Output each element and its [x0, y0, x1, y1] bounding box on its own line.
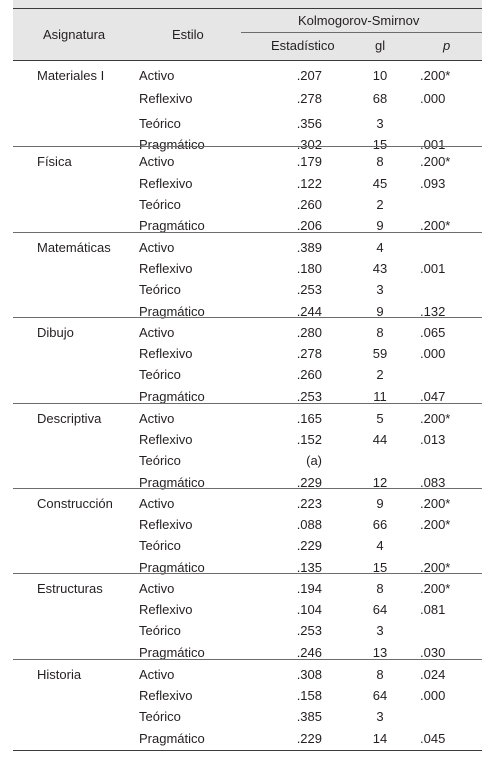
stat-cell: .280 [296, 325, 322, 340]
stat-cell: .385 [296, 709, 322, 724]
p-cell: .200* [420, 154, 451, 169]
stat-cell: .158 [296, 688, 322, 703]
style-cell: Pragmático [139, 560, 205, 575]
gl-cell: 10 [372, 68, 388, 83]
gl-cell: 2 [376, 367, 384, 382]
group-divider [13, 146, 482, 147]
subject-label: Estructuras [37, 581, 103, 596]
stat-cell: .229 [296, 731, 322, 746]
p-cell: .081 [420, 602, 446, 617]
style-cell: Teórico [139, 197, 181, 212]
style-cell: Teórico [139, 116, 181, 131]
p-cell: .200* [420, 68, 451, 83]
gl-cell: 14 [372, 731, 388, 746]
stat-cell: .278 [296, 346, 322, 361]
style-cell: Reflexivo [139, 517, 193, 532]
group-divider [13, 488, 482, 489]
gl-cell: 45 [372, 176, 388, 191]
style-cell: Reflexivo [139, 432, 193, 447]
stat-cell: .260 [296, 197, 322, 212]
gl-cell: 8 [376, 325, 384, 340]
gl-cell: 64 [372, 602, 388, 617]
subject-label: Materiales I [37, 68, 105, 83]
group-divider [13, 659, 482, 660]
stat-cell: .253 [296, 389, 322, 404]
gl-cell: 2 [376, 197, 384, 212]
gl-cell: 8 [376, 581, 384, 596]
style-cell: Reflexivo [139, 602, 193, 617]
style-cell: Teórico [139, 367, 181, 382]
stat-cell: .244 [296, 304, 322, 319]
stat-cell: .278 [296, 91, 322, 106]
stat-cell: .253 [296, 623, 322, 638]
stat-cell: .229 [296, 475, 322, 490]
bottom-rule [13, 750, 482, 751]
p-cell: .047 [420, 389, 446, 404]
p-cell: .000 [420, 346, 446, 361]
style-cell: Reflexivo [139, 261, 193, 276]
gl-cell: 15 [372, 560, 388, 575]
style-cell: Activo [139, 496, 175, 511]
p-cell: .000 [420, 91, 446, 106]
p-cell: .001 [420, 137, 446, 152]
gl-cell: 9 [376, 218, 384, 233]
gl-cell: 15 [372, 137, 388, 152]
style-cell: Activo [139, 667, 175, 682]
style-cell: Pragmático [139, 304, 205, 319]
stat-cell: .246 [296, 645, 322, 660]
gl-cell: 64 [372, 688, 388, 703]
p-cell: .093 [420, 176, 446, 191]
header-subject: Asignatura [43, 27, 106, 42]
group-divider [13, 232, 482, 233]
p-cell: .000 [420, 688, 446, 703]
gl-cell: 68 [372, 91, 388, 106]
p-cell: .200* [420, 496, 451, 511]
p-cell: .083 [420, 475, 446, 490]
stat-cell: .302 [296, 137, 322, 152]
stat-cell: .308 [296, 667, 322, 682]
stat-cell: .260 [296, 367, 322, 382]
gl-cell: 9 [376, 304, 384, 319]
gl-cell: 4 [376, 240, 384, 255]
header-stat: Estadístico [271, 38, 335, 53]
header-rule [13, 60, 482, 61]
gl-cell: 3 [376, 623, 384, 638]
style-cell: Activo [139, 68, 175, 83]
subject-label: Física [37, 154, 72, 169]
stat-cell: .223 [296, 496, 322, 511]
style-cell: Reflexivo [139, 346, 193, 361]
p-cell: .001 [420, 261, 446, 276]
gl-cell: 9 [376, 496, 384, 511]
style-cell: Activo [139, 325, 175, 340]
subject-label: Dibujo [37, 325, 74, 340]
style-cell: Reflexivo [139, 176, 193, 191]
style-cell: Pragmático [139, 645, 205, 660]
group-divider [13, 403, 482, 404]
gl-cell: 3 [376, 116, 384, 131]
style-cell: Pragmático [139, 731, 205, 746]
stat-cell: .088 [296, 517, 322, 532]
stat-cell: .253 [296, 282, 322, 297]
stat-cell: (a) [306, 453, 322, 468]
style-cell: Teórico [139, 453, 181, 468]
style-cell: Teórico [139, 282, 181, 297]
stat-cell: .122 [296, 176, 322, 191]
header-gl: gl [375, 38, 386, 53]
stat-cell: .165 [296, 411, 322, 426]
p-cell: .200* [420, 517, 451, 532]
stat-cell: .356 [296, 116, 322, 131]
stat-cell: .180 [296, 261, 322, 276]
header-style: Estilo [172, 27, 204, 42]
p-cell: .200* [420, 581, 451, 596]
top-rule [13, 8, 482, 9]
p-cell: .200* [420, 560, 451, 575]
stat-cell: .206 [296, 218, 322, 233]
style-cell: Reflexivo [139, 688, 193, 703]
style-cell: Teórico [139, 709, 181, 724]
gl-cell: 8 [376, 154, 384, 169]
p-cell: .045 [420, 731, 446, 746]
p-cell: .065 [420, 325, 446, 340]
header-p: p [443, 38, 451, 53]
gl-cell: 11 [373, 389, 387, 404]
stat-cell: .179 [296, 154, 322, 169]
p-cell: .013 [420, 432, 446, 447]
gl-cell: 66 [372, 517, 388, 532]
p-cell: .030 [420, 645, 446, 660]
p-cell: .024 [420, 667, 446, 682]
style-cell: Teórico [139, 623, 181, 638]
group-divider [13, 573, 482, 574]
subject-label: Descriptiva [37, 411, 102, 426]
stat-cell: .229 [296, 538, 322, 553]
gl-cell: 59 [372, 346, 388, 361]
gl-cell: 44 [372, 432, 388, 447]
style-cell: Pragmático [139, 475, 205, 490]
style-cell: Activo [139, 411, 175, 426]
gl-cell: 4 [376, 538, 384, 553]
style-cell: Activo [139, 240, 175, 255]
stat-cell: .135 [296, 560, 322, 575]
stat-cell: .207 [296, 68, 322, 83]
header-group-label: Kolmogorov-Smirnov [298, 13, 420, 28]
gl-cell: 3 [376, 282, 384, 297]
p-cell: .200* [420, 218, 451, 233]
group-underline [241, 32, 482, 33]
gl-cell: 8 [376, 667, 384, 682]
p-cell: .132 [420, 304, 446, 319]
gl-cell: 12 [372, 475, 388, 490]
stat-cell: .152 [296, 432, 322, 447]
style-cell: Activo [139, 154, 175, 169]
style-cell: Pragmático [139, 137, 205, 152]
style-cell: Activo [139, 581, 175, 596]
stat-cell: .194 [296, 581, 322, 596]
gl-cell: 13 [372, 645, 388, 660]
gl-cell: 3 [376, 709, 384, 724]
stat-cell: .389 [296, 240, 322, 255]
style-cell: Pragmático [139, 389, 205, 404]
group-divider [13, 317, 482, 318]
style-cell: Pragmático [139, 218, 205, 233]
subject-label: Matemáticas [37, 240, 111, 255]
p-cell: .200* [420, 411, 451, 426]
style-cell: Reflexivo [139, 91, 193, 106]
subject-label: Construcción [37, 496, 113, 511]
stat-cell: .104 [296, 602, 322, 617]
gl-cell: 5 [376, 411, 384, 426]
gl-cell: 43 [372, 261, 388, 276]
subject-label: Historia [37, 667, 82, 682]
style-cell: Teórico [139, 538, 181, 553]
